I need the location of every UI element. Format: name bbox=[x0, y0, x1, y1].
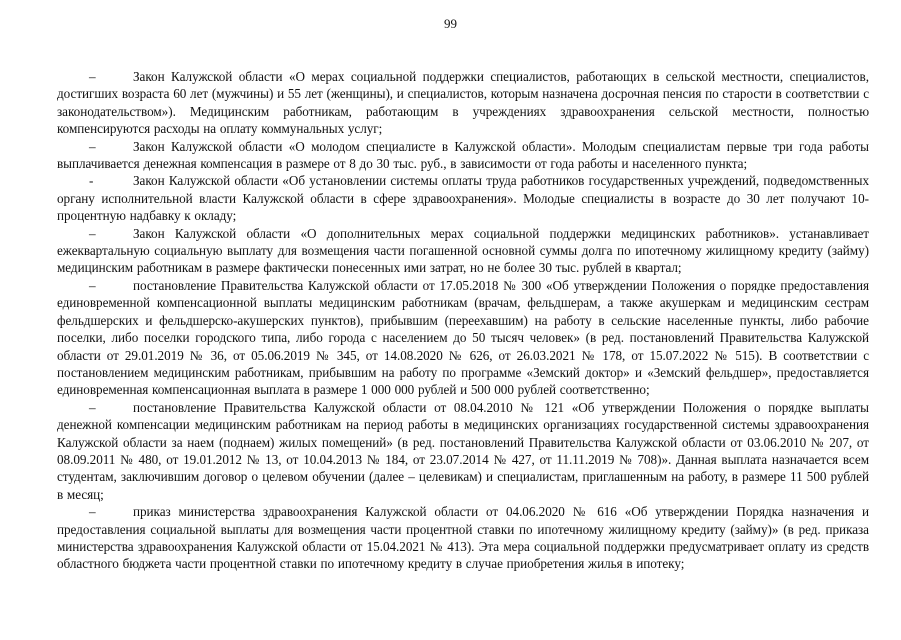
paragraph-text: Закон Калужской области «О мерах социальной поддержки специалистов, работающих в сельской местности, специалистов, достигших возраста 60 лет (мужчины) и 55 лет (женщины), и специалистов, которым назначена досрочная пенсия по старости в соответствии с законодательством»). Медицинским работникам, работающим в учреждениях здравоохранения сельской местности, полностью компенсируются расходы на оплату коммунальных услуг; bbox=[57, 69, 869, 137]
paragraph-law-specialists-rural bbox=[57, 68, 869, 138]
paragraph-resolution-300 bbox=[57, 277, 869, 399]
list-dash-marker: - bbox=[89, 173, 94, 189]
list-dash-marker: – bbox=[89, 277, 96, 293]
list-dash-marker: – bbox=[89, 69, 96, 84]
paragraph-text: Закон Калужской области «Об установлении системы оплаты труда работников государственных учреждений, подведомственных органу исполнительной власти Калужской области в сфере здравоохранения». Молодые специалисты в возрасте до 30 лет получают 10-процентную надбавку к окладу; bbox=[57, 173, 869, 224]
paragraph-text: постановление Правительства Калужской области от 17.05.2018 № 300 «Об утверждении Положения о порядке предоставления единовременной компенсационной выплаты медицинским работникам (врачам, фельдшерам, а также акушеркам и медицинским сестрам фельдшерских и фельдшерско-акушерских пунктов), прибывшим (переехавшим) на работу в сельские населенные пункты, либо рабочие поселки, либо поселки городского типа, либо города с населением до 50 тысяч человек» (в ред. постановлений Правительства Калужской области от 29.01.2019 № 36, от 05.06.2019 № 345, от 14.08.2020 № 626, от 26.03.2021 № 178, от 15.07.2022 № 515). В соответствии с постановлением медицинским работникам, прибывшим на работу по программе «Земский доктор» и «Земский фельдшер», предоставляется единовременная компенсационная выплата в размере 1 000 000 рублей и 500 000 рублей соответственно; bbox=[57, 277, 869, 398]
list-dash-marker: – bbox=[89, 225, 96, 241]
paragraph-law-young-specialist bbox=[57, 138, 869, 173]
paragraph-text: приказ министерства здравоохранения Калужской области от 04.06.2020 № 616 «Об утверждении Порядка назначения и предоставления социальной выплаты для возмещения части процентной ставки по ипотечному жилищному кредиту (займу)» (в ред. приказа министерства здравоохранения Калужской области от 15.04.2021 № 413). Эта мера социальной поддержки предусматривает оплату из средств областного бюджета части процентной ставки по ипотечному кредиту в случае приобретения жилья в ипотеку; bbox=[57, 504, 869, 572]
list-dash-marker: – bbox=[89, 399, 96, 415]
paragraph-law-pay-system bbox=[57, 172, 869, 224]
page-number: 99 bbox=[444, 16, 457, 31]
paragraph-law-additional-support bbox=[57, 225, 869, 277]
paragraph-resolution-121 bbox=[57, 399, 869, 503]
paragraph-text: Закон Калужской области «О дополнительных мерах социальной поддержки медицинских работников». устанавливает ежеквартальную социальную выплату для возмещения части погашенной основной суммы долга по ипотечному жилищному кредиту (займу) медицинским работникам в размере фактически понесенных ими затрат, но не более 30 тыс. рублей в квартал; bbox=[57, 225, 869, 276]
paragraph-text: Закон Калужской области «О молодом специалисте в Калужской области». Молодым специалистам первые три года работы выплачивается денежная компенсация в размере от 8 до 30 тыс. руб., в зависимости от года работы и населенного пункта; bbox=[57, 138, 869, 172]
list-dash-marker: – bbox=[89, 504, 96, 520]
paragraph-order-616 bbox=[57, 503, 869, 573]
document-body bbox=[57, 68, 869, 573]
paragraph-text: постановление Правительства Калужской области от 08.04.2010 № 121 «Об утверждении Положения о порядке выплаты денежной компенсации медицинским работникам на период работы в медицинских организациях государственной системы здравоохранения Калужской области за наем (поднаем) жилых помещений» (в ред. постановлений Правительства Калужской области от 03.06.2010 № 207, от 08.09.2011 № 480, от 19.01.2012 № 13, от 10.04.2013 № 184, от 23.07.2014 № 427, от 11.11.2019 № 708)». Данная выплата назначается всем студентам, заключившим договор о целевом обучении (далее – целевикам) и специалистам, приглашенным на работу, в размере 11 500 рублей в месяц; bbox=[57, 399, 869, 502]
list-dash-marker: – bbox=[89, 138, 96, 154]
